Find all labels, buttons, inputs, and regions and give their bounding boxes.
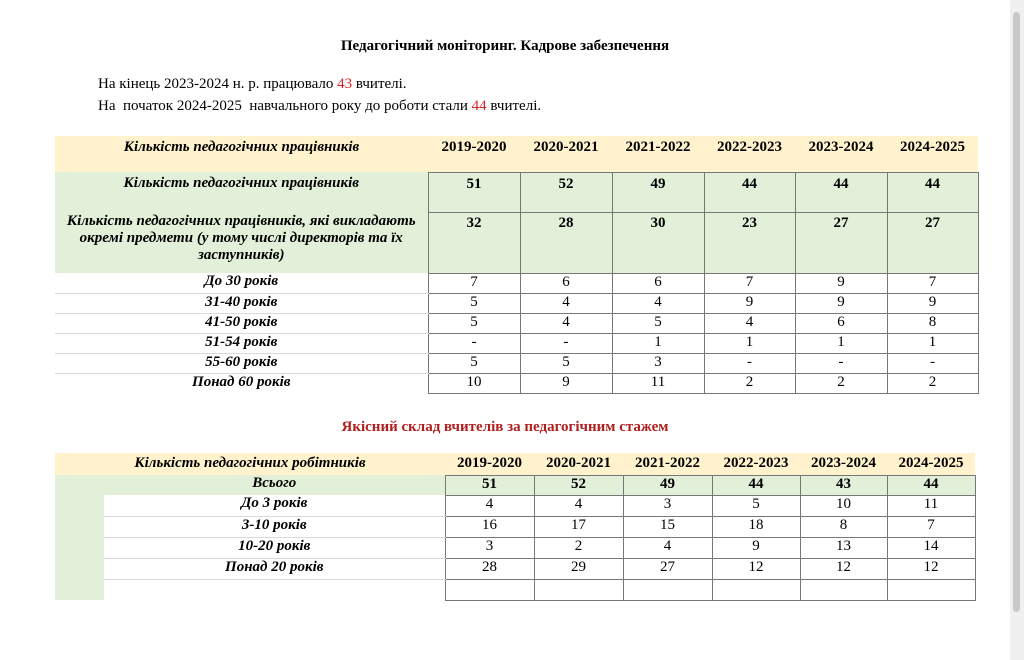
table-cell: - bbox=[704, 353, 795, 373]
table-cell: 11 bbox=[612, 373, 704, 393]
table-cell: 12 bbox=[712, 558, 800, 579]
table-cell: 27 bbox=[623, 558, 712, 579]
row-label: Понад 20 років bbox=[104, 558, 445, 579]
table-row bbox=[55, 475, 975, 495]
scrollbar-thumb[interactable] bbox=[1013, 12, 1020, 612]
table2-year-header: 2021-2022 bbox=[623, 453, 712, 475]
teachers-end-count: 43 bbox=[337, 76, 353, 92]
row-label: 31-40 років bbox=[55, 293, 428, 313]
table-cell: 5 bbox=[428, 353, 520, 373]
table1-header-row bbox=[55, 136, 978, 172]
intro-line-2-text: На початок 2024-2025 навчального року до роботи стали bbox=[98, 98, 472, 114]
table-row bbox=[55, 537, 975, 558]
table-cell: 29 bbox=[534, 558, 623, 579]
table-cell: 8 bbox=[800, 516, 887, 537]
intro-line-2 bbox=[98, 98, 541, 115]
table-cell: 12 bbox=[887, 558, 975, 579]
table-cell: 16 bbox=[445, 516, 534, 537]
table-row bbox=[55, 273, 978, 293]
table-cell: 4 bbox=[612, 293, 704, 313]
table1-year-header: 2022-2023 bbox=[704, 136, 795, 172]
row-label: Всього bbox=[104, 475, 445, 495]
table2-year-header: 2024-2025 bbox=[887, 453, 975, 475]
table-cell: 7 bbox=[887, 273, 978, 293]
table-row bbox=[55, 333, 978, 353]
table-cell: 2 bbox=[704, 373, 795, 393]
intro-line-1-text: На кінець 2023-2024 н. р. працювало bbox=[98, 76, 338, 92]
table-cell: 5 bbox=[612, 313, 704, 333]
intro-line-1 bbox=[98, 76, 407, 93]
table-cell: 4 bbox=[704, 313, 795, 333]
empty-cell bbox=[887, 579, 975, 600]
table-cell: 44 bbox=[887, 172, 978, 212]
table-cell: 14 bbox=[887, 537, 975, 558]
table1-year-header: 2019-2020 bbox=[428, 136, 520, 172]
table-cell: 1 bbox=[704, 333, 795, 353]
green-margin bbox=[55, 475, 104, 495]
staff-count-table bbox=[55, 136, 979, 394]
table-cell: 9 bbox=[795, 273, 887, 293]
teachers-start-count: 44 bbox=[471, 98, 487, 114]
table-cell: 11 bbox=[887, 495, 975, 516]
table-cell: 1 bbox=[887, 333, 978, 353]
row-label: До 3 років bbox=[104, 495, 445, 516]
table-row bbox=[55, 353, 978, 373]
table-cell: 10 bbox=[800, 495, 887, 516]
table-cell: 4 bbox=[520, 293, 612, 313]
table-cell: - bbox=[887, 353, 978, 373]
table-cell: 52 bbox=[534, 475, 623, 495]
table2-year-header: 2023-2024 bbox=[800, 453, 887, 475]
table-cell: 49 bbox=[612, 172, 704, 212]
table-cell: 5 bbox=[712, 495, 800, 516]
table-cell: 23 bbox=[704, 212, 795, 273]
table-cell: 5 bbox=[428, 293, 520, 313]
table-cell: 3 bbox=[445, 537, 534, 558]
table-cell: 3 bbox=[623, 495, 712, 516]
table-cell: 27 bbox=[887, 212, 978, 273]
table-cell: 6 bbox=[795, 313, 887, 333]
document-title: Педагогічний моніторинг. Кадрове забезпечення bbox=[340, 38, 670, 54]
table-cell: 15 bbox=[623, 516, 712, 537]
intro-line-2-suffix: вчителі. bbox=[486, 98, 542, 114]
green-margin bbox=[55, 537, 104, 558]
table-cell: 27 bbox=[795, 212, 887, 273]
row-label: 41-50 років bbox=[55, 313, 428, 333]
table-cell: 2 bbox=[534, 537, 623, 558]
table-cell: 1 bbox=[795, 333, 887, 353]
table-cell: 17 bbox=[534, 516, 623, 537]
intro-line-1-suffix: вчителі. bbox=[352, 76, 407, 92]
table-cell: 1 bbox=[612, 333, 704, 353]
table1-year-header: 2023-2024 bbox=[795, 136, 887, 172]
table1-year-header: 2020-2021 bbox=[520, 136, 612, 172]
table-cell: 12 bbox=[800, 558, 887, 579]
table-cell: 44 bbox=[704, 172, 795, 212]
table-cell: 13 bbox=[800, 537, 887, 558]
empty-cell bbox=[800, 579, 887, 600]
empty-cell bbox=[623, 579, 712, 600]
table-cell: 4 bbox=[445, 495, 534, 516]
table-cell: 9 bbox=[704, 293, 795, 313]
table-row bbox=[55, 558, 975, 579]
row-label: До 30 років bbox=[55, 273, 428, 293]
green-margin bbox=[55, 495, 104, 516]
green-margin bbox=[55, 516, 104, 537]
table-cell: - bbox=[795, 353, 887, 373]
empty-cell bbox=[445, 579, 534, 600]
row-label: 55-60 років bbox=[55, 353, 428, 373]
table-cell: 52 bbox=[520, 172, 612, 212]
empty-cell bbox=[712, 579, 800, 600]
table-cell: 5 bbox=[428, 313, 520, 333]
row-label: 3-10 років bbox=[104, 516, 445, 537]
table-cell: 8 bbox=[887, 313, 978, 333]
table1-year-header: 2021-2022 bbox=[612, 136, 704, 172]
table-row bbox=[55, 212, 978, 273]
table-cell: 49 bbox=[623, 475, 712, 495]
table-cell: 4 bbox=[534, 495, 623, 516]
table-cell: 28 bbox=[445, 558, 534, 579]
table-row bbox=[55, 579, 975, 600]
row-label: Кількість педагогічних працівників bbox=[55, 172, 428, 212]
table-cell: 18 bbox=[712, 516, 800, 537]
table-cell: 9 bbox=[520, 373, 612, 393]
table-cell: 51 bbox=[445, 475, 534, 495]
green-margin bbox=[55, 558, 104, 579]
table-cell: 10 bbox=[428, 373, 520, 393]
table-cell: 9 bbox=[887, 293, 978, 313]
table-cell: 6 bbox=[520, 273, 612, 293]
experience-table bbox=[55, 453, 976, 601]
table1-year-header: 2024-2025 bbox=[887, 136, 978, 172]
table-cell: 2 bbox=[887, 373, 978, 393]
table-cell: 44 bbox=[887, 475, 975, 495]
table2-year-header: 2019-2020 bbox=[445, 453, 534, 475]
table-cell: 7 bbox=[428, 273, 520, 293]
table-row bbox=[55, 313, 978, 333]
table-row bbox=[55, 293, 978, 313]
row-label: 10-20 років bbox=[104, 537, 445, 558]
table-cell: 4 bbox=[623, 537, 712, 558]
section-title: Якісний склад вчителів за педагогічним стажем bbox=[341, 419, 669, 435]
table-cell: 9 bbox=[795, 293, 887, 313]
table-cell: 44 bbox=[712, 475, 800, 495]
table-cell: 43 bbox=[800, 475, 887, 495]
table-row bbox=[55, 373, 978, 393]
table-cell: 30 bbox=[612, 212, 704, 273]
table-cell: 3 bbox=[612, 353, 704, 373]
table-cell: 7 bbox=[887, 516, 975, 537]
table-cell: 9 bbox=[712, 537, 800, 558]
table-cell: 4 bbox=[520, 313, 612, 333]
table2-header-label: Кількість педагогічних робітників bbox=[55, 453, 445, 475]
table-row bbox=[55, 172, 978, 212]
table2-year-header: 2022-2023 bbox=[712, 453, 800, 475]
table-cell: - bbox=[428, 333, 520, 353]
row-label: Кількість педагогічних працівників, які викладають окремі предмети (у тому числі директорів та їх заступників) bbox=[55, 212, 428, 273]
table-cell: 7 bbox=[704, 273, 795, 293]
table-cell: 2 bbox=[795, 373, 887, 393]
table-cell: 32 bbox=[428, 212, 520, 273]
vertical-scrollbar[interactable] bbox=[1010, 0, 1024, 660]
table-row bbox=[55, 516, 975, 537]
empty-row-label bbox=[104, 579, 445, 600]
table2-year-header: 2020-2021 bbox=[534, 453, 623, 475]
table-cell: 6 bbox=[612, 273, 704, 293]
table1-header-label: Кількість педагогічних працівників bbox=[55, 136, 428, 172]
table-cell: 44 bbox=[795, 172, 887, 212]
row-label: Понад 60 років bbox=[55, 373, 428, 393]
table-row bbox=[55, 495, 975, 516]
table-cell: 5 bbox=[520, 353, 612, 373]
empty-cell bbox=[534, 579, 623, 600]
table-cell: 28 bbox=[520, 212, 612, 273]
row-label: 51-54 років bbox=[55, 333, 428, 353]
table2-header-row bbox=[55, 453, 975, 475]
table-cell: 51 bbox=[428, 172, 520, 212]
table-cell: - bbox=[520, 333, 612, 353]
green-margin bbox=[55, 579, 104, 600]
